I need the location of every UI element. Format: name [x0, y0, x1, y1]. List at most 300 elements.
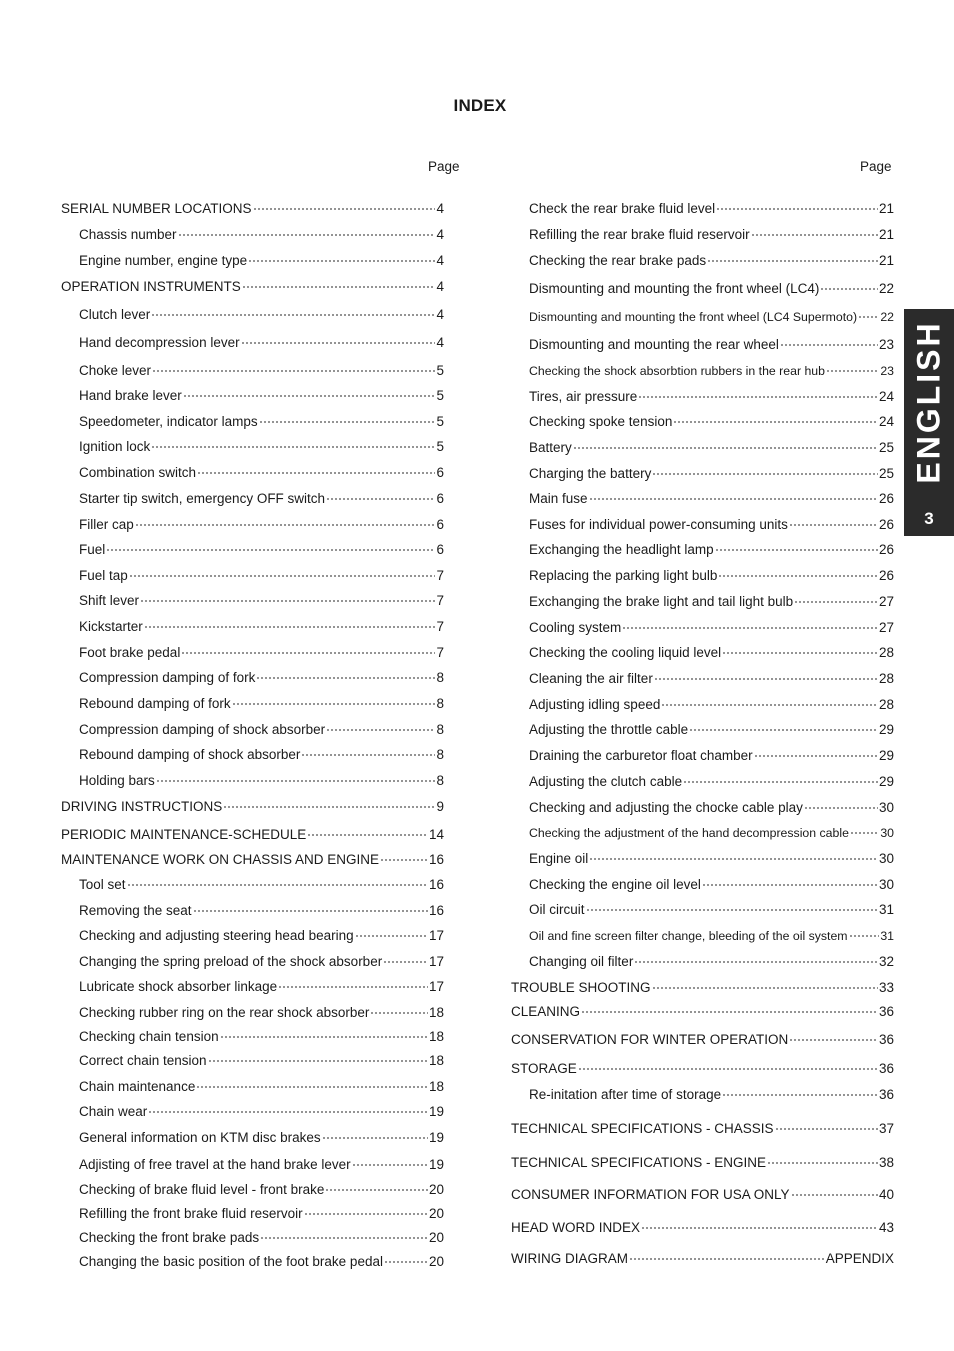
toc-entry-page: 22: [880, 310, 894, 324]
toc-entry: [79, 999, 444, 1022]
dot-leader: [751, 221, 878, 239]
dot-leader: [652, 974, 878, 992]
toc-entry-page: 8: [436, 773, 444, 788]
toc-entry-title: Draining the carburetor float chamber: [529, 748, 753, 763]
toc-entry: [511, 1214, 894, 1237]
dot-leader: [208, 1047, 428, 1065]
toc-entry: [529, 614, 894, 637]
toc-entry: [79, 511, 444, 534]
toc-entry-title: Dismounting and mounting the front wheel (LC4): [529, 281, 820, 296]
toc-entry: [79, 301, 444, 324]
toc-entry: [61, 195, 444, 218]
toc-entry: [61, 793, 444, 816]
toc-entry: [79, 408, 444, 431]
toc-entry-page: 26: [878, 542, 894, 557]
toc-entry-page: 17: [428, 979, 444, 994]
toc-entry-title: CONSUMER INFORMATION FOR USA ONLY: [511, 1187, 790, 1202]
dot-leader: [326, 716, 435, 734]
toc-entry-page: 29: [878, 748, 894, 763]
dot-leader: [722, 1081, 878, 1099]
toc-entry-title: CLEANING: [511, 1004, 581, 1019]
dot-leader: [135, 511, 436, 529]
toc-entry: [79, 741, 444, 764]
dot-leader: [241, 329, 436, 347]
toc-entry-page: 21: [878, 227, 894, 242]
toc-entry-page: 20: [428, 1230, 444, 1245]
toc-entry-page: 36: [878, 1032, 894, 1047]
toc-entry-page: 21: [878, 201, 894, 216]
toc-entry-page: 20: [428, 1206, 444, 1221]
dot-leader: [352, 1151, 428, 1169]
dot-leader: [259, 408, 436, 426]
toc-entry-title: Changing oil filter: [529, 954, 634, 969]
toc-entry-page: 40: [878, 1187, 894, 1202]
dot-leader: [573, 434, 878, 452]
dot-leader: [301, 741, 435, 759]
toc-entry: [79, 1176, 444, 1199]
toc-entry-title: Dismounting and mounting the rear wheel: [529, 337, 779, 352]
toc-entry-title: Charging the battery: [529, 466, 652, 481]
dot-leader: [326, 485, 435, 503]
dot-leader: [629, 1245, 825, 1263]
dot-leader: [148, 1098, 428, 1116]
toc-entry-page: APPENDIX: [825, 1251, 894, 1266]
dot-leader: [718, 562, 878, 580]
toc-entry-page: 31: [878, 902, 894, 917]
toc-entry: [79, 690, 444, 713]
toc-entry-page: 25: [878, 440, 894, 455]
toc-entry-page: 20: [428, 1254, 444, 1269]
toc-entry: [529, 303, 894, 326]
toc-entry-title: Adjisting of free travel at the hand brake lever: [79, 1157, 351, 1172]
toc-entry: [529, 1081, 894, 1104]
toc-entry-page: 24: [878, 414, 894, 429]
toc-entry: [79, 1124, 444, 1147]
dot-leader: [256, 664, 435, 682]
toc-entry-page: 30: [878, 800, 894, 815]
toc-entry-page: 6: [436, 465, 444, 480]
toc-entry: [529, 485, 894, 508]
toc-entry: [529, 742, 894, 765]
dot-leader: [715, 536, 878, 554]
toc-entry-page: 16: [428, 877, 444, 892]
toc-entry: [79, 247, 444, 270]
toc-entry-title: General information on KTM disc brakes: [79, 1130, 321, 1145]
toc-entry-title: HEAD WORD INDEX: [511, 1220, 641, 1235]
toc-entry-page: 26: [878, 517, 894, 532]
toc-entry-page: 18: [428, 1053, 444, 1068]
toc-entry-title: SERIAL NUMBER LOCATIONS: [61, 201, 252, 216]
toc-entry: [529, 460, 894, 483]
toc-entry-title: Speedometer, indicator lamps: [79, 414, 258, 429]
toc-entry: [511, 1181, 894, 1204]
toc-entry: [79, 433, 444, 456]
toc-entry-page: 30: [880, 826, 894, 840]
toc-entry-title: Fuel tap: [79, 568, 128, 583]
toc-entry: [79, 562, 444, 585]
toc-entry-page: 17: [428, 928, 444, 943]
toc-entry: [79, 1248, 444, 1271]
toc-entry: [61, 821, 444, 844]
toc-entry-page: 4: [436, 201, 444, 216]
toc-entry-title: Adjusting the throttle cable: [529, 722, 689, 737]
toc-entry-title: Refilling the front brake fluid reservoir: [79, 1206, 303, 1221]
dot-leader: [716, 195, 878, 213]
dot-leader: [707, 247, 878, 265]
toc-entry-page: 7: [436, 593, 444, 608]
toc-entry: [529, 195, 894, 218]
dot-leader: [634, 948, 878, 966]
toc-entry-page: 4: [436, 227, 444, 242]
dot-leader: [661, 691, 878, 709]
toc-entry: [61, 273, 444, 296]
toc-entry-title: Checking the front brake pads: [79, 1230, 260, 1245]
dot-leader: [304, 1200, 428, 1218]
dot-leader: [767, 1149, 878, 1167]
toc-entry-title: Starter tip switch, emergency OFF switch: [79, 491, 326, 506]
dot-leader: [322, 1124, 428, 1142]
toc-entry-title: Checking the shock absorbtion rubbers in the rear hub: [529, 364, 825, 378]
toc-entry: [529, 845, 894, 868]
toc-entry: [79, 587, 444, 610]
toc-entry: [529, 588, 894, 611]
toc-entry-title: TROUBLE SHOOTING: [511, 980, 651, 995]
toc-entry-title: Main fuse: [529, 491, 588, 506]
dot-leader: [129, 562, 436, 580]
dot-leader: [193, 897, 428, 915]
toc-entry-page: 33: [878, 980, 894, 995]
dot-leader: [156, 767, 436, 785]
dot-leader: [775, 1115, 878, 1133]
toc-entry-page: 4: [436, 307, 444, 322]
toc-entry-page: 24: [878, 389, 894, 404]
toc-entry: [529, 716, 894, 739]
dot-leader: [791, 1181, 878, 1199]
dot-leader: [151, 433, 435, 451]
toc-entry-title: Hand decompression lever: [79, 335, 240, 350]
toc-entry-title: Checking the rear brake pads: [529, 253, 707, 268]
toc-entry-title: Checking chain tension: [79, 1029, 219, 1044]
toc-entry-title: PERIODIC MAINTENANCE-SCHEDULE: [61, 827, 307, 842]
toc-entry: [79, 221, 444, 244]
toc-entry: [79, 485, 444, 508]
toc-entry-title: Checking the cooling liquid level: [529, 645, 722, 660]
toc-entry-page: 9: [436, 799, 444, 814]
dot-leader: [232, 690, 436, 708]
toc-entry-page: 19: [428, 1130, 444, 1145]
toc-entry: [61, 846, 444, 869]
page-number: 3: [924, 509, 934, 528]
dot-leader: [589, 845, 878, 863]
toc-entry-title: Battery: [529, 440, 572, 455]
toc-entry-title: Choke lever: [79, 363, 152, 378]
toc-entry: [529, 922, 894, 945]
dot-leader: [850, 819, 879, 837]
toc-entry-page: 8: [436, 670, 444, 685]
toc-entry-title: Checking spoke tension: [529, 414, 673, 429]
dot-leader: [384, 1248, 428, 1266]
dot-leader: [654, 665, 878, 683]
dot-leader: [307, 821, 428, 839]
toc-entry: [529, 221, 894, 244]
toc-entry-title: Correct chain tension: [79, 1053, 207, 1068]
language-side-tab: [904, 309, 954, 536]
toc-entry-title: Lubricate shock absorber linkage: [79, 979, 278, 994]
dot-leader: [370, 999, 428, 1017]
toc-entry-page: 27: [878, 620, 894, 635]
toc-entry-title: Check the rear brake fluid level: [529, 201, 716, 216]
toc-entry-page: 32: [878, 954, 894, 969]
dot-leader: [197, 459, 435, 477]
toc-entry-page: 5: [436, 439, 444, 454]
dot-leader: [151, 301, 435, 319]
toc-entry-page: 21: [878, 253, 894, 268]
toc-entry: [529, 331, 894, 354]
toc-entry-title: Oil and fine screen filter change, bleeding of the oil system: [529, 929, 848, 943]
toc-entry: [529, 536, 894, 559]
toc-entry-title: DRIVING INSTRUCTIONS: [61, 799, 223, 814]
toc-entry-title: Holding bars: [79, 773, 155, 788]
toc-entry-title: Adjusting idling speed: [529, 697, 661, 712]
toc-entry-title: Checking and adjusting steering head bearing: [79, 928, 354, 943]
dot-leader: [794, 588, 878, 606]
dot-leader: [722, 639, 878, 657]
toc-entry-title: Adjusting the clutch cable: [529, 774, 683, 789]
dot-leader: [248, 247, 435, 265]
toc-entry-page: 5: [436, 363, 444, 378]
toc-entry: [529, 434, 894, 457]
toc-entry-title: Changing the basic position of the foot brake pedal: [79, 1254, 383, 1269]
toc-entry: [79, 767, 444, 790]
toc-entry: [529, 896, 894, 919]
toc-entry-title: OPERATION INSTRUMENTS: [61, 279, 241, 294]
toc-entry-title: Rebound damping of fork: [79, 696, 231, 711]
dot-leader: [586, 896, 878, 914]
toc-entry-page: 7: [436, 619, 444, 634]
toc-entry-title: Engine number, engine type: [79, 253, 248, 268]
toc-entry-page: 8: [436, 747, 444, 762]
toc-entry-title: Shift lever: [79, 593, 140, 608]
toc-entry-page: 6: [436, 491, 444, 506]
dot-leader: [849, 922, 880, 940]
toc-entry-page: 36: [878, 1087, 894, 1102]
toc-entry-page: 4: [436, 335, 444, 350]
toc-entry-page: 28: [878, 671, 894, 686]
toc-entry: [529, 639, 894, 662]
toc-entry: [79, 664, 444, 687]
dot-leader: [260, 1224, 428, 1242]
toc-entry: [79, 382, 444, 405]
toc-entry: [79, 1200, 444, 1223]
dot-leader: [702, 871, 878, 889]
page-column-header-left: Page: [428, 159, 460, 174]
toc-entry: [529, 511, 894, 534]
toc-entry: [79, 973, 444, 996]
toc-entry-page: 7: [436, 645, 444, 660]
toc-entry: [529, 357, 894, 380]
toc-entry: [529, 691, 894, 714]
toc-entry: [79, 922, 444, 945]
toc-entry-page: 5: [436, 388, 444, 403]
dot-leader: [578, 1055, 878, 1073]
toc-entry-title: Refilling the rear brake fluid reservoir: [529, 227, 750, 242]
toc-entry-title: Combination switch: [79, 465, 197, 480]
toc-entry-page: 27: [878, 594, 894, 609]
dot-leader: [804, 794, 878, 812]
toc-entry: [79, 536, 444, 559]
toc-entry: [79, 639, 444, 662]
dot-leader: [355, 922, 428, 940]
toc-entry-page: 18: [428, 1079, 444, 1094]
toc-entry-title: Cooling system: [529, 620, 622, 635]
toc-entry: [79, 897, 444, 920]
toc-entry: [529, 408, 894, 431]
toc-entry-page: 23: [880, 364, 894, 378]
toc-entry-page: 18: [428, 1005, 444, 1020]
toc-entry-page: 29: [878, 774, 894, 789]
dot-leader: [220, 1023, 428, 1041]
toc-entry-title: Foot brake pedal: [79, 645, 181, 660]
toc-entry-title: Ignition lock: [79, 439, 151, 454]
toc-entry-title: MAINTENANCE WORK ON CHASSIS AND ENGINE: [61, 852, 380, 867]
toc-entry-title: Checking the adjustment of the hand decompression cable: [529, 826, 849, 840]
toc-entry-page: 22: [878, 281, 894, 296]
toc-entry-page: 43: [878, 1220, 894, 1235]
toc-entry: [79, 871, 444, 894]
toc-entry-title: Compression damping of fork: [79, 670, 256, 685]
toc-entry-page: 29: [878, 722, 894, 737]
toc-entry: [511, 998, 894, 1021]
toc-entry: [511, 1055, 894, 1078]
toc-entry-title: Compression damping of shock absorber: [79, 722, 326, 737]
dot-leader: [325, 1176, 428, 1194]
toc-entry-page: 28: [878, 697, 894, 712]
toc-entry-title: Exchanging the headlight lamp: [529, 542, 714, 557]
dot-leader: [196, 1073, 428, 1091]
toc-entry-page: 28: [878, 645, 894, 660]
dot-leader: [242, 273, 436, 291]
toc-entry-page: 14: [428, 827, 444, 842]
toc-entry: [79, 1023, 444, 1046]
dot-leader: [144, 613, 436, 631]
toc-entry: [79, 613, 444, 636]
toc-entry-title: Hand brake lever: [79, 388, 182, 403]
dot-leader: [638, 383, 878, 401]
dot-leader: [689, 716, 878, 734]
dot-leader: [652, 460, 878, 478]
toc-entry: [529, 794, 894, 817]
toc-entry: [79, 1073, 444, 1096]
toc-entry-title: Dismounting and mounting the front wheel (LC4 Supermoto): [529, 310, 858, 324]
toc-entry-title: Cleaning the air filter: [529, 671, 653, 686]
dot-leader: [383, 948, 428, 966]
toc-entry: [79, 716, 444, 739]
toc-entry-title: Tool set: [79, 877, 126, 892]
toc-entry-title: Engine oil: [529, 851, 589, 866]
dot-leader: [683, 768, 878, 786]
dot-leader: [278, 973, 428, 991]
dot-leader: [622, 614, 878, 632]
toc-entry-title: Chain maintenance: [79, 1079, 196, 1094]
toc-entry: [529, 247, 894, 270]
toc-entry-title: Tires, air pressure: [529, 389, 638, 404]
dot-leader: [127, 871, 428, 889]
dot-leader: [754, 742, 878, 760]
dot-leader: [673, 408, 878, 426]
toc-entry-page: 31: [880, 929, 894, 943]
toc-entry-title: Checking and adjusting the chocke cable play: [529, 800, 803, 815]
dot-leader: [106, 536, 435, 554]
toc-entry-title: Chain wear: [79, 1104, 148, 1119]
dot-leader: [826, 357, 879, 375]
toc-entry-title: Kickstarter: [79, 619, 143, 634]
toc-entry-title: Oil circuit: [529, 902, 585, 917]
dot-leader: [152, 357, 435, 375]
toc-entry: [79, 459, 444, 482]
toc-entry-title: Checking rubber ring on the rear shock absorber: [79, 1005, 370, 1020]
dot-leader: [380, 846, 428, 864]
dot-leader: [178, 221, 436, 239]
toc-entry-page: 26: [878, 491, 894, 506]
toc-entry-page: 36: [878, 1061, 894, 1076]
toc-entry-page: 20: [428, 1182, 444, 1197]
toc-entry-page: 6: [436, 517, 444, 532]
dot-leader: [820, 275, 878, 293]
toc-entry: [511, 1245, 894, 1268]
toc-entry: [529, 275, 894, 298]
toc-entry-title: Rebound damping of shock absorber: [79, 747, 301, 762]
toc-entry-page: 37: [878, 1121, 894, 1136]
dot-leader: [581, 998, 878, 1016]
toc-entry: [529, 948, 894, 971]
toc-entry-page: 6: [436, 542, 444, 557]
dot-leader: [858, 303, 879, 321]
language-label: ENGLISH: [910, 320, 947, 484]
toc-entry: [511, 1026, 894, 1049]
toc-entry-title: Re-initation after time of storage: [529, 1087, 722, 1102]
toc-entry-title: Fuses for individual power-consuming units: [529, 517, 788, 532]
toc-entry: [79, 1047, 444, 1070]
toc-entry-title: Filler cap: [79, 517, 134, 532]
toc-entry: [79, 357, 444, 380]
toc-entry-page: 5: [436, 414, 444, 429]
toc-entry-title: Fuel: [79, 542, 106, 557]
toc-entry: [511, 1115, 894, 1138]
toc-entry-title: TECHNICAL SPECIFICATIONS - CHASSIS: [511, 1121, 774, 1136]
toc-entry-title: Checking the engine oil level: [529, 877, 701, 892]
toc-entry-title: CONSERVATION FOR WINTER OPERATION: [511, 1032, 789, 1047]
toc-entry-page: 38: [878, 1155, 894, 1170]
toc-entry-page: 36: [878, 1004, 894, 1019]
dot-leader: [789, 1026, 878, 1044]
toc-entry: [511, 974, 894, 997]
toc-entry-page: 8: [436, 696, 444, 711]
dot-leader: [223, 793, 435, 811]
toc-entry-title: Removing the seat: [79, 903, 192, 918]
toc-entry: [79, 1224, 444, 1247]
toc-entry-title: Checking of brake fluid level - front brake: [79, 1182, 325, 1197]
toc-entry: [511, 1149, 894, 1172]
toc-entry-page: 16: [428, 852, 444, 867]
toc-entry-page: 23: [878, 337, 894, 352]
toc-entry-page: 30: [878, 851, 894, 866]
dot-leader: [181, 639, 435, 657]
toc-entry-page: 4: [436, 279, 444, 294]
toc-entry-page: 4: [436, 253, 444, 268]
dot-leader: [780, 331, 878, 349]
toc-entry: [529, 819, 894, 842]
index-title: INDEX: [453, 96, 507, 115]
